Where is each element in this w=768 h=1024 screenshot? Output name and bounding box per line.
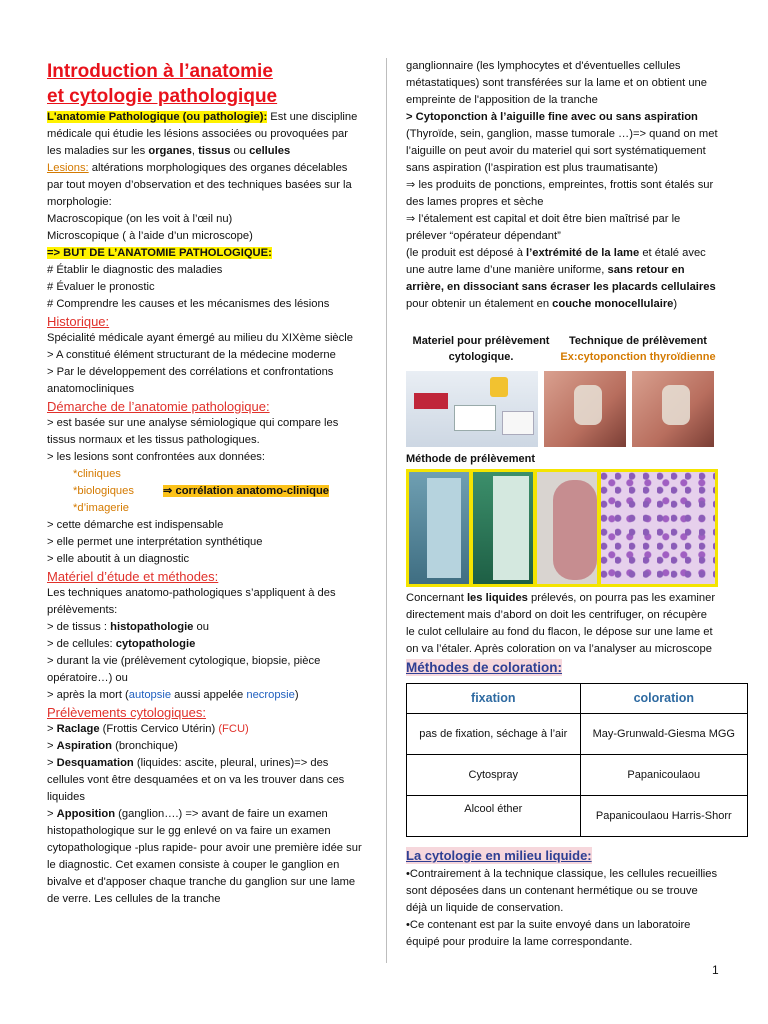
cellules-bold: cytopathologie <box>115 638 196 650</box>
liquides-pre: Concernant <box>406 592 467 604</box>
tissus-bold: histopathologie <box>110 621 194 633</box>
produits-text: ⇒ les produits de ponctions, empreintes, frottis sont étalés sur des lames propres et sèche <box>406 179 714 208</box>
page-title-line2: et cytologie pathologique <box>47 86 278 107</box>
cellules-pre: > de cellules: <box>47 638 116 650</box>
desquamation-text: (liquides: ascite, pleural, urines)=> des cellules vont être desquamées et on va les trouver dans ces liquides <box>47 757 345 803</box>
sub-biologiques: *biologiques <box>73 485 134 497</box>
autopsie-term: autopsie <box>128 689 172 701</box>
page-number: 1 <box>712 963 719 977</box>
cell-coloration: Papanicoulaou Harris-Shorr <box>580 796 747 837</box>
cytoponction-bold: > Cytoponction à l’aiguille fine avec ou sans aspiration <box>406 111 698 123</box>
thyroid-puncture-photo <box>632 371 714 447</box>
historique-heading: Historique: <box>47 314 110 329</box>
table-header <box>407 684 748 714</box>
depose-bold-3: couche monocellulaire <box>552 298 674 310</box>
aspiration-bold: Aspiration <box>56 740 112 752</box>
prelevements-heading: Prélèvements cytologiques: <box>47 705 206 720</box>
cytoponction-heading <box>406 109 718 126</box>
cell-fixation: Alcool éther <box>407 796 581 837</box>
caption-technique-example: Ex:cytoponction thyroïdienne <box>560 351 716 363</box>
demarche-item: > elle aboutit à un diagnostic <box>47 553 190 565</box>
prelevement-apposition: > Apposition (ganglion….) => avant de faire un examen histopathologique sur le gg enlevé on va faire un examen cytopathologique -plus rapide- pour avoir une première idée sur le diagnostic. Cet examen consiste à couper le ganglion en bivalve et d'apposer chaque tranche du ganglion sur une lame de verre. Les cellules de la tranche <box>47 808 362 905</box>
tissus-post: ou <box>193 621 209 633</box>
tissus-pre: > de tissus : <box>47 621 111 633</box>
lesions-def: altérations morphologiques des organes décelables par tout moyen d’observation et des techniques basées sur la morphologie: <box>47 162 352 208</box>
page-title-line1: Introduction à l’anatomie <box>47 61 273 82</box>
fcu-label: (FCU) <box>218 723 249 735</box>
etalement-text: ⇒ l’étalement est capital et doit être bien maîtrisé par le prélever “opérateur dépendant” <box>406 213 681 242</box>
caption-technique-title: Technique de prélèvement <box>569 335 707 347</box>
liquides-bold: les liquides <box>466 592 528 604</box>
depose-mid: et étalé avec une autre lame d’une manière uniforme, <box>406 247 706 276</box>
mort-pre: > après la mort ( <box>47 689 129 701</box>
slide-photo <box>473 472 533 584</box>
table-row <box>407 796 748 837</box>
materiel-vie: > durant la vie (prélèvement cytologique, biopsie, pièce opératoire…) ou <box>47 655 321 684</box>
intro-term: L'anatomie Pathologique (ou pathologie): <box>47 111 268 123</box>
historique-item: > A constitué élément structurant de la médecine moderne <box>47 349 336 361</box>
lesions-term: Lesions: <box>47 162 89 174</box>
prelevement-aspiration: > Aspiration (bronchique) <box>47 740 178 752</box>
but-item: # Évaluer le pronostic <box>47 281 155 293</box>
caption-materiel: Materiel pour prélèvement cytologique. <box>412 335 550 363</box>
mort-mid: aussi appelée <box>171 689 247 701</box>
depose-mid-2: pour obtenir un étalement en <box>406 298 553 310</box>
sub-imagerie: *d’imagerie <box>73 502 129 514</box>
materiel-text: Les techniques anatomo-pathologiques s’appliquent à des prélèvements: <box>47 587 336 616</box>
demarche-item: > cette démarche est indispensable <box>47 519 224 531</box>
cell-coloration: May-Grunwald-Giesma MGG <box>580 714 747 755</box>
intro-paragraph <box>47 109 365 160</box>
milieu-p2: •Ce contenant est par la suite envoyé dans un laboratoire équipé pour produire la lame correspondante. <box>406 919 691 948</box>
left-column <box>47 58 365 908</box>
materiel-tissus <box>47 619 365 636</box>
but-heading-text: => BUT DE L’ANATOMIE PATHOLOGIQUE: <box>47 247 272 259</box>
thyroid-puncture-photo <box>544 371 626 447</box>
demarche-item: > est basée sur une analyse sémiologique qui compare les tissus normaux et les tissus pathologiques. <box>47 417 339 446</box>
historique-text: Spécialité médicale ayant émergé au milieu du XIXème siècle <box>47 332 353 344</box>
photo-row <box>406 371 718 447</box>
lesions-macro: Macroscopique (on les voit à l’œil nu) <box>47 213 233 225</box>
aspiration-text: (bronchique) <box>111 740 178 752</box>
demarche-sub <box>47 500 365 517</box>
header-fixation: fixation <box>407 684 581 714</box>
milieu-liquide-heading: La cytologie en milieu liquide: <box>406 848 592 863</box>
materiel-heading: Matériel d’étude et méthodes: <box>47 569 219 584</box>
right-column <box>406 58 735 951</box>
depose-pre: (le produit est déposé à <box>406 247 527 259</box>
methode-label: Méthode de prélèvement <box>406 453 535 465</box>
cytoponction-text: (Thyroïde, sein, ganglion, masse tumorale …)=> quand on met l’aiguille on peut avoir du materiel qui sort systématiquement sans aspiration (l’aspiration est plus traumatisante) <box>406 128 718 174</box>
prelevement-raclage: > Raclage (Frottis Cervico Utérin) (FCU) <box>47 723 249 735</box>
desquamation-bold: Desquamation <box>56 757 134 769</box>
lesions-paragraph <box>47 160 365 211</box>
depose-post: ) <box>673 298 678 310</box>
lesions-micro: Microscopique ( à l’aide d’un microscope) <box>47 230 253 242</box>
sampling-kit-photo <box>406 371 538 447</box>
intro-tissus: tissus <box>198 145 231 157</box>
depose-bold-2: sans retour en arrière, en dissociant sans écraser les placards cellulaires <box>406 264 716 293</box>
materiel-mort <box>47 687 365 704</box>
intro-comma: , <box>191 145 199 157</box>
apposition-bold: Apposition <box>56 808 116 820</box>
apposition-continued: ganglionnaire (les lymphocytes et d'éventuelles cellules métastatiques) sont transférées sur la lame et on obtient une empreinte de l'apposition de la tranche <box>406 60 707 106</box>
header-coloration: coloration <box>580 684 747 714</box>
materiel-cellules <box>47 636 365 653</box>
raclage-text: (Frottis Cervico Utérin) <box>99 723 219 735</box>
intro-ou: ou <box>230 145 250 157</box>
intro-cellules: cellules <box>249 145 291 157</box>
depose-paragraph <box>406 245 718 313</box>
coloration-heading: Méthodes de coloration: <box>406 660 563 675</box>
milieu-p1: •Contrairement à la technique classique, les cellules recueillies sont déposées dans un contenant hermétique ou se trouve déjà un liquide de conservation. <box>406 868 718 914</box>
raclage-bold: Raclage <box>56 723 100 735</box>
but-heading <box>47 245 365 262</box>
micrograph-photo <box>601 472 715 584</box>
cell-fixation: pas de fixation, séchage à l’air <box>407 714 581 755</box>
but-item: # Comprendre les causes et les mécanismes des lésions <box>47 298 330 310</box>
intro-organes: organes <box>148 145 192 157</box>
demarche-item: > les lesions sont confrontées aux données: <box>47 451 265 463</box>
apposition-text: (ganglion….) => avant de faire un examen histopathologique sur le gg enlevé on va faire un examen cytopathologique -plus rapide- pour avoir une première idée sur le diagnostic. Cet examen consiste à couper le ganglion en bivalve et d'apposer chaque tranche du ganglion sur une lame de verre. Les cellules de la tranche <box>47 808 362 905</box>
mort-post: ) <box>294 689 299 701</box>
table-row <box>407 714 748 755</box>
but-item: # Établir le diagnostic des maladies <box>47 264 223 276</box>
demarche-heading: Démarche de l’anatomie pathologique: <box>47 399 270 414</box>
caption-technique <box>558 333 718 365</box>
sub-cliniques: *cliniques <box>73 468 121 480</box>
cell-coloration: Papanicoulaou <box>580 755 747 796</box>
slide-photo <box>409 472 469 584</box>
figure-captions <box>406 333 718 365</box>
correlation-label: ⇒ corrélation anatomo-clinique <box>163 485 330 497</box>
demarche-sub <box>47 483 365 500</box>
liquides-paragraph <box>406 590 718 658</box>
depose-bold-1: l’extrémité de la lame <box>526 247 640 259</box>
demarche-sub <box>47 466 365 483</box>
prelevement-desquamation: > Desquamation (liquides: ascite, pleural, urines)=> des cellules vont être desquamées et on va les trouver dans ces liquides <box>47 757 345 803</box>
cell-fixation: Cytospray <box>407 755 581 796</box>
historique-item: > Par le développement des corrélations et confrontations anatomocliniques <box>47 366 334 395</box>
table-row <box>407 755 748 796</box>
column-divider <box>386 58 387 963</box>
necropsie-term: necropsie <box>246 689 295 701</box>
intro-text: Est une discipline médicale qui étudie les lésions associées ou provoquées par les maladies sur les <box>47 111 358 157</box>
slides-photo-strip <box>406 469 718 587</box>
coloration-table <box>406 683 748 837</box>
slide-photo <box>537 472 597 584</box>
liquides-post: prélevés, on pourra pas les examiner directement mais d’abord on doit les centrifuger, on récupère le culot cellulaire au fond du flacon, le dépose sur une lame et on va l’étaler. Après coloration on va l’analyser au microscope <box>406 592 716 655</box>
demarche-item: > elle permet une interprétation synthétique <box>47 536 263 548</box>
